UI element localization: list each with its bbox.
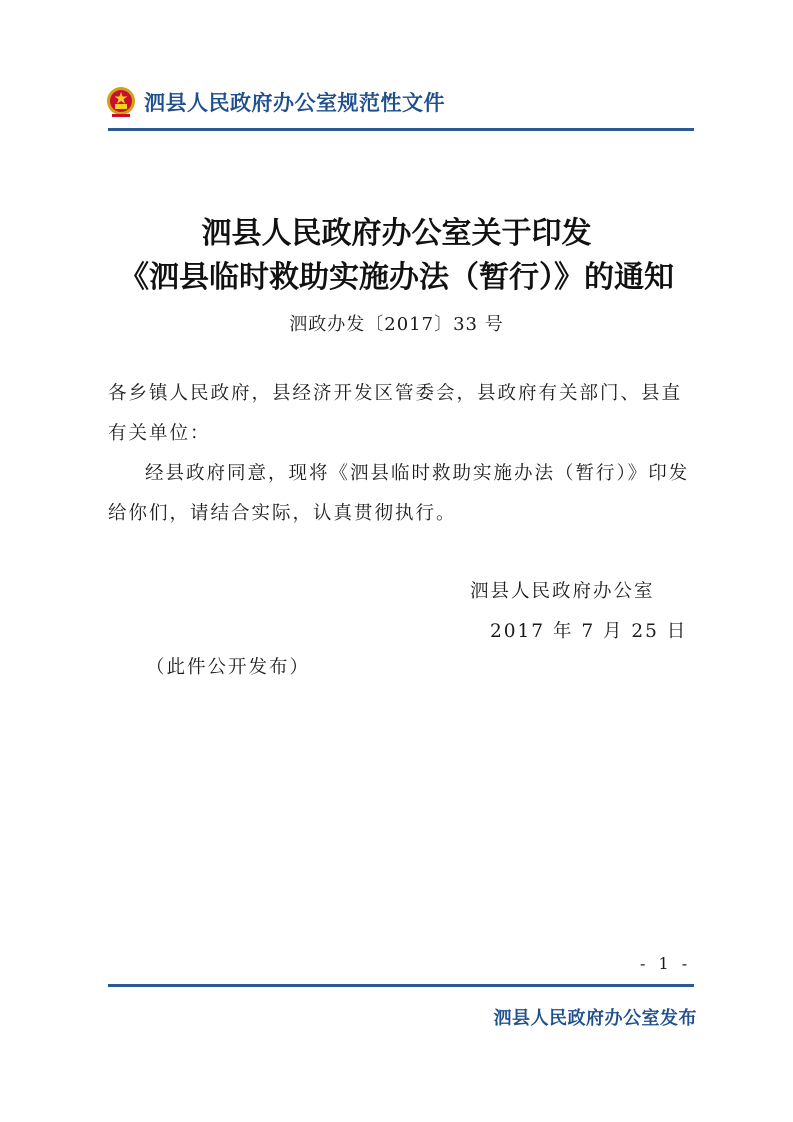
document-title-line-2: 《泗县临时救助实施办法（暂行）》的通知	[119, 260, 674, 295]
signature-block	[470, 572, 700, 652]
document-number: 泗政办发〔2017〕33 号	[289, 314, 504, 335]
disclosure-note: （此件公开发布）	[146, 657, 311, 678]
page-number: - 1 -	[640, 954, 692, 973]
header-title: 泗县人民政府办公室规范性文件	[144, 91, 445, 115]
document-header	[104, 84, 445, 120]
document-title-block	[0, 212, 793, 336]
body-paragraph: 经县政府同意，现将《泗县临时救助实施办法（暂行）》印发给你们，请结合实际，认真贯彻执行。	[108, 463, 690, 524]
header-divider	[108, 128, 694, 131]
addressee-paragraph: 各乡镇人民政府，县经济开发区管委会，县政府有关部门、县直有关单位：	[108, 383, 683, 444]
national-emblem-icon	[104, 85, 138, 119]
footer-publisher: 泗县人民政府办公室发布	[493, 1008, 697, 1029]
signature-date: 2017 年 7 月 25 日	[490, 621, 688, 642]
signature-organization: 泗县人民政府办公室	[470, 581, 655, 602]
document-title-line-1: 泗县人民政府办公室关于印发	[201, 216, 592, 251]
footer-divider	[108, 984, 694, 987]
